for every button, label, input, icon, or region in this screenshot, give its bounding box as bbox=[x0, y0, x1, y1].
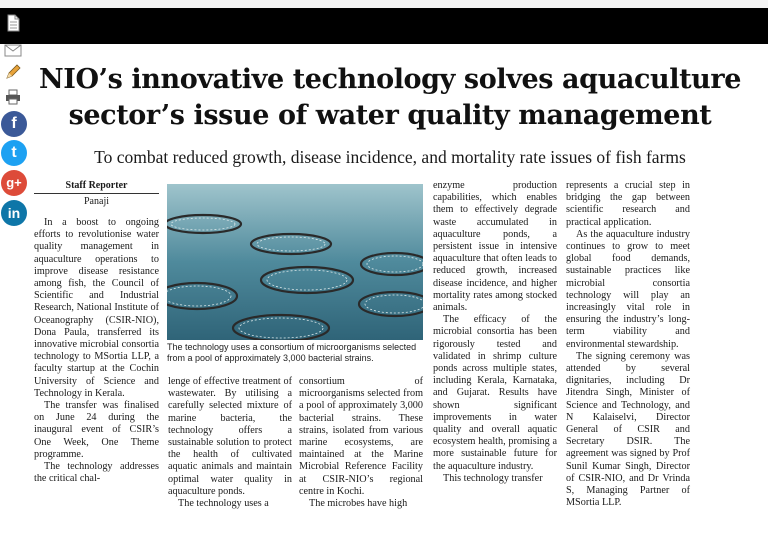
paragraph: consortium of microorganisms selected from a pool of approximately 3,000 bacterial strains. These strains, isolated from various marine ecosystems, are maintained at the Marine Microbial Reference Facility at CSIR-NIO’s regional centre in Kochi. bbox=[299, 376, 423, 497]
article-headline bbox=[30, 62, 750, 134]
article-column-2 bbox=[168, 376, 292, 510]
browser-top-strip bbox=[0, 0, 768, 8]
paragraph: enzyme production capabilities, which enables them to effectively degrade waste accumulated in aquaculture ponds, a persistent issue in intensive aquaculture that often leads to reduced growth, increased disease incidence, and higher mortality rates among stocked animals. bbox=[433, 180, 557, 314]
article-photo bbox=[167, 184, 423, 340]
facebook-icon[interactable]: f bbox=[1, 111, 27, 137]
article-column-5 bbox=[566, 180, 690, 509]
linkedin-icon[interactable]: in bbox=[1, 200, 27, 226]
viewer-toolbar bbox=[0, 8, 768, 44]
paragraph: The signing ceremony was attended by several dignitaries, including Dr Jitendra Singh, Minister of Science and Technology, and N Kalaiselvi, Director General of CSIR and Secretary DSIR. The agreement was signed by Prof Sunil Kumar Singh, Director of CSIR-NIO, and Dr Vrinda S, Managing Partner of MSortia LLP. bbox=[566, 350, 690, 509]
article-column-1 bbox=[34, 217, 159, 485]
twitter-icon[interactable]: t bbox=[1, 140, 27, 166]
paragraph: represents a crucial step in bridging the gap between scientific research and practical application. bbox=[566, 180, 690, 228]
article-column-4 bbox=[433, 180, 557, 485]
headline-line-1: NIO’s innovative technology solves aquaculture bbox=[39, 64, 741, 95]
edit-icon[interactable] bbox=[4, 63, 22, 81]
headline-line-2: sector’s issue of water quality management bbox=[68, 100, 712, 131]
paragraph: The efficacy of the microbial consortia has been rigorously tested and validated in shrimp culture ponds across multiple states, including Kerala, Karnataka, and Gujarat. Results have shown significant improvements in water quality and overall aquatic ecosystem health, promising a more sustainable future for the aquaculture industry. bbox=[433, 314, 557, 472]
paragraph: The transfer was finalised on June 24 during the inaugural event of CSIR’s One Week, One Theme programme. bbox=[34, 400, 159, 460]
paragraph: The technology uses a bbox=[178, 498, 269, 510]
document-icon[interactable] bbox=[4, 14, 22, 32]
google-plus-icon[interactable]: g+ bbox=[1, 170, 27, 196]
photo-caption: The technology uses a consortium of microorganisms selected from a pool of approximately 3,000 bacterial strains. bbox=[167, 342, 417, 363]
paragraph: This technology transfer bbox=[443, 472, 543, 484]
article-column-3 bbox=[299, 376, 423, 510]
fish-farm-image bbox=[167, 184, 423, 340]
paragraph: The microbes have high bbox=[309, 498, 408, 510]
byline-place: Panaji bbox=[84, 196, 109, 207]
mail-icon[interactable] bbox=[4, 41, 22, 59]
article-subheadline: To combat reduced growth, disease incidence, and mortality rate issues of fish farms bbox=[94, 147, 686, 167]
print-icon[interactable] bbox=[4, 88, 22, 106]
byline-author: Staff Reporter bbox=[34, 180, 159, 194]
paragraph: As the aquaculture industry continues to grow to meet global food demands, sustainable practices like microbial consortia technology will play an increasingly vital role in ensuring the industry’s long-term viability and environmental stewardship. bbox=[566, 228, 690, 350]
paragraph: In a boost to ongoing efforts to revolutionise water quality management in aquaculture operations to improve disease resistance among fish, the Council of Scientific and Industrial Research, National Institute of Oceanography (CSIR-NIO), Dona Paula, transferred its innovative microbial consortia technology to MSortia LLP, a faculty startup at the Cochin University of Science and Technology in Kerala. bbox=[34, 217, 159, 399]
paragraph: lenge of effective treatment of wastewater. By utilising a carefully selected mixture of marine bacteria, the technology offers a sustainable solution to protect the health of cultivated aquatic animals and maintain optimal water quality in aquaculture ponds. bbox=[168, 376, 292, 497]
paragraph: The technology addresses the critical chal- bbox=[34, 461, 159, 485]
